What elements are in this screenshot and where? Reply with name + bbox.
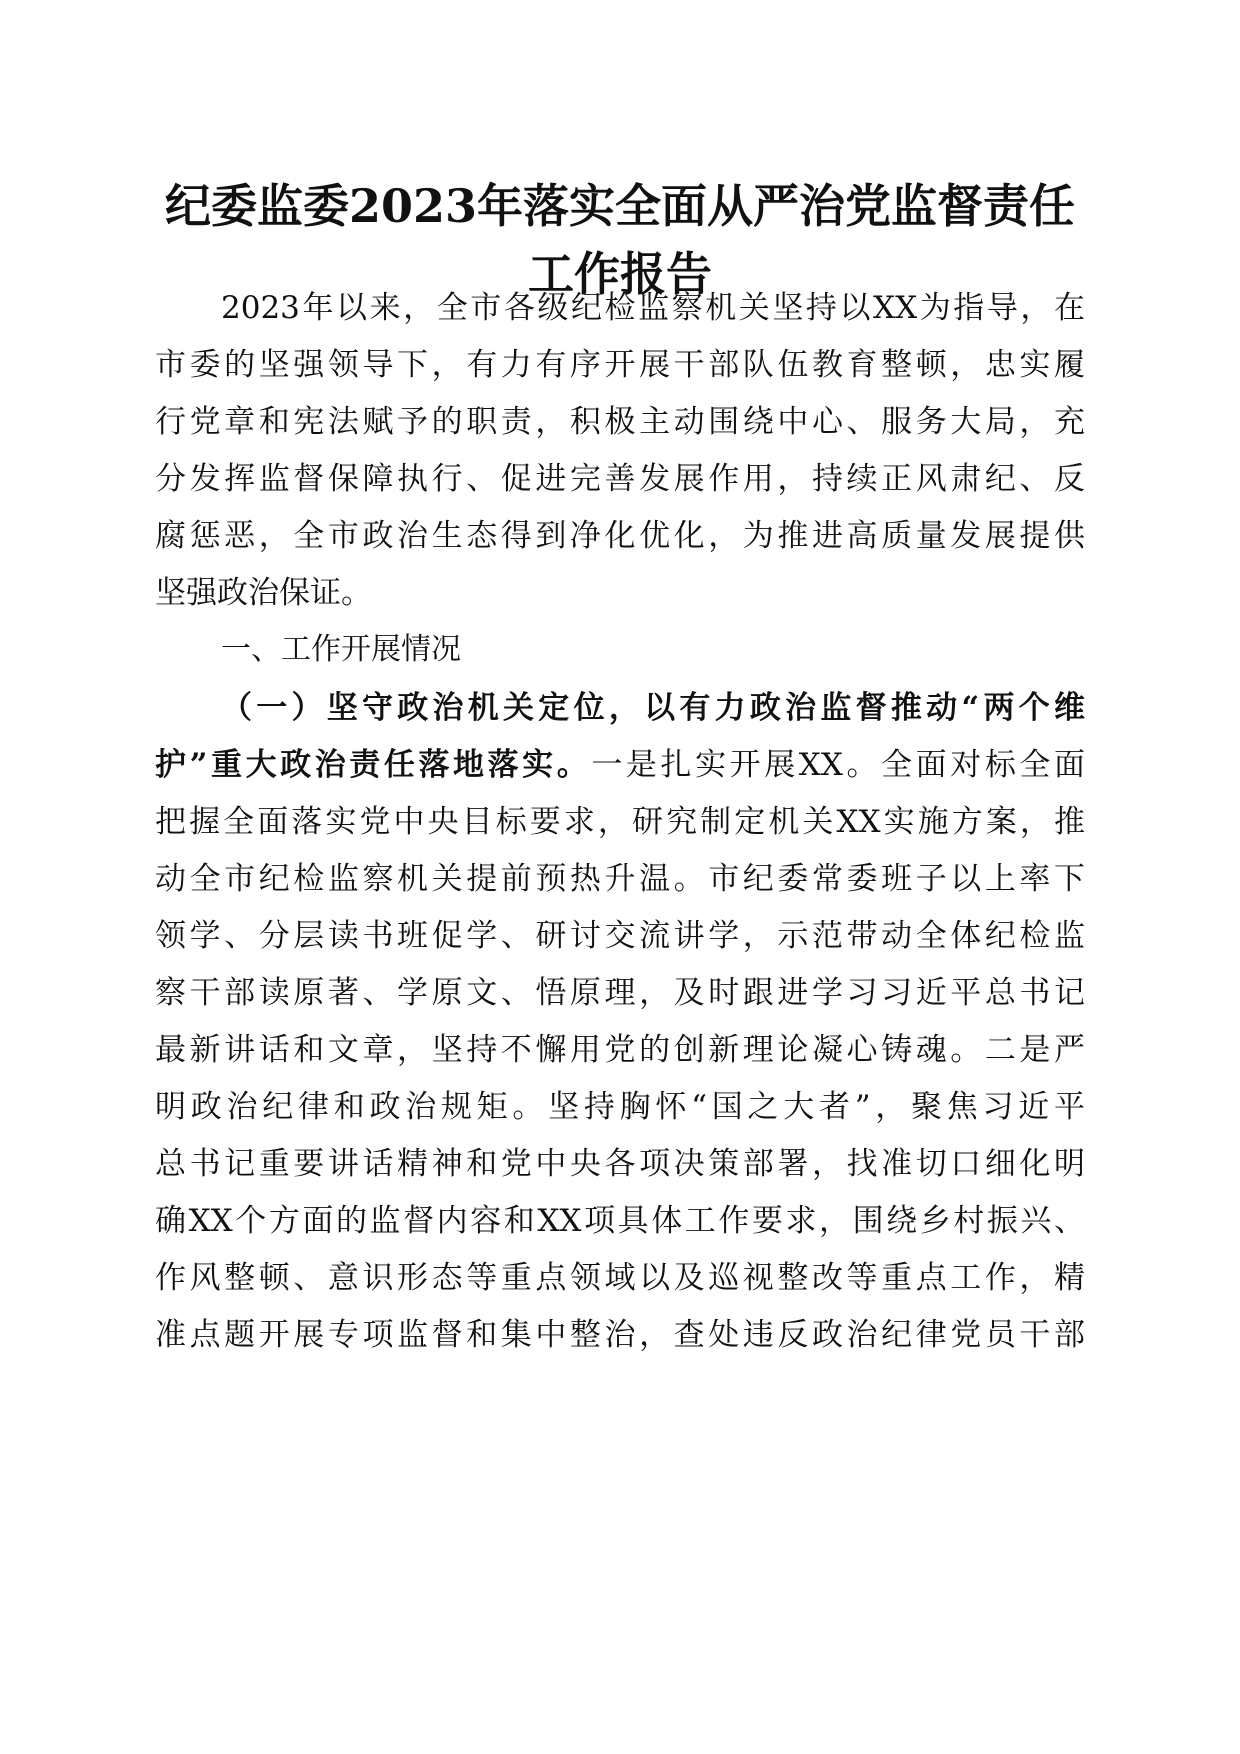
paragraph-text: 一是扎实开展XX。全面对标全面 [591,747,1085,783]
intro-paragraph-line: 分发挥监督保障执行、促进完善发展作用，持续正风肃纪、反 [155,461,1085,497]
subsection-heading-tail: 护”重大政治责任落地落实。 [155,747,592,783]
intro-paragraph-line: 行党章和宪法赋予的职责，积极主动围绕中心、服务大局，充 [155,404,1085,440]
section-paragraph-line: 确XX个方面的监督内容和XX项具体工作要求，围绕乡村振兴、 [155,1203,1085,1239]
section-paragraph-line: 作风整顿、意识形态等重点领域以及巡视整改等重点工作，精 [155,1260,1085,1296]
section-paragraph-line: 察干部读原著、学原文、悟原理，及时跟进学习习近平总书记 [155,975,1085,1011]
intro-paragraph-line: 2023年以来，全市各级纪检监察机关坚持以XX为指导，在 [221,290,1085,326]
section-paragraph-line: 领学、分层读书班促学、研讨交流讲学，示范带动全体纪检监 [155,918,1085,954]
document-title-line-1: 纪委监委2023年落实全面从严治党监督责任 [164,179,1076,233]
section-paragraph-line: 准点题开展专项监督和集中整治，查处违反政治纪律党员干部 [155,1317,1085,1353]
intro-paragraph-line: 市委的坚强领导下，有力有序开展干部队伍教育整顿，忠实履 [155,347,1085,383]
section-paragraph-line: 总书记重要讲话精神和党中央各项决策部署，找准切口细化明 [155,1146,1085,1182]
subsection-heading-line-1: （一）坚守政治机关定位，以有力政治监督推动“两个维 [221,690,1085,726]
section-paragraph-line: 把握全面落实党中央目标要求，研究制定机关XX实施方案，推 [155,804,1085,840]
intro-paragraph-line: 坚强政治保证。 [155,575,372,611]
section-paragraph-line: 明政治纪律和政治规矩。坚持胸怀“国之大者”，聚焦习近平 [155,1089,1085,1125]
section-paragraph-line: 动全市纪检监察机关提前预热升温。市纪委常委班子以上率下 [155,861,1085,897]
section-paragraph-line: 最新讲话和文章，坚持不懈用党的创新理论凝心铸魂。二是严 [155,1032,1085,1068]
section-heading: 一、工作开展情况 [221,632,461,667]
subsection-heading-line-2 [155,745,1085,785]
document-title-line-2: 工作报告 [528,247,712,301]
intro-paragraph-line: 腐惩恶，全市政治生态得到净化优化，为推进高质量发展提供 [155,518,1085,554]
